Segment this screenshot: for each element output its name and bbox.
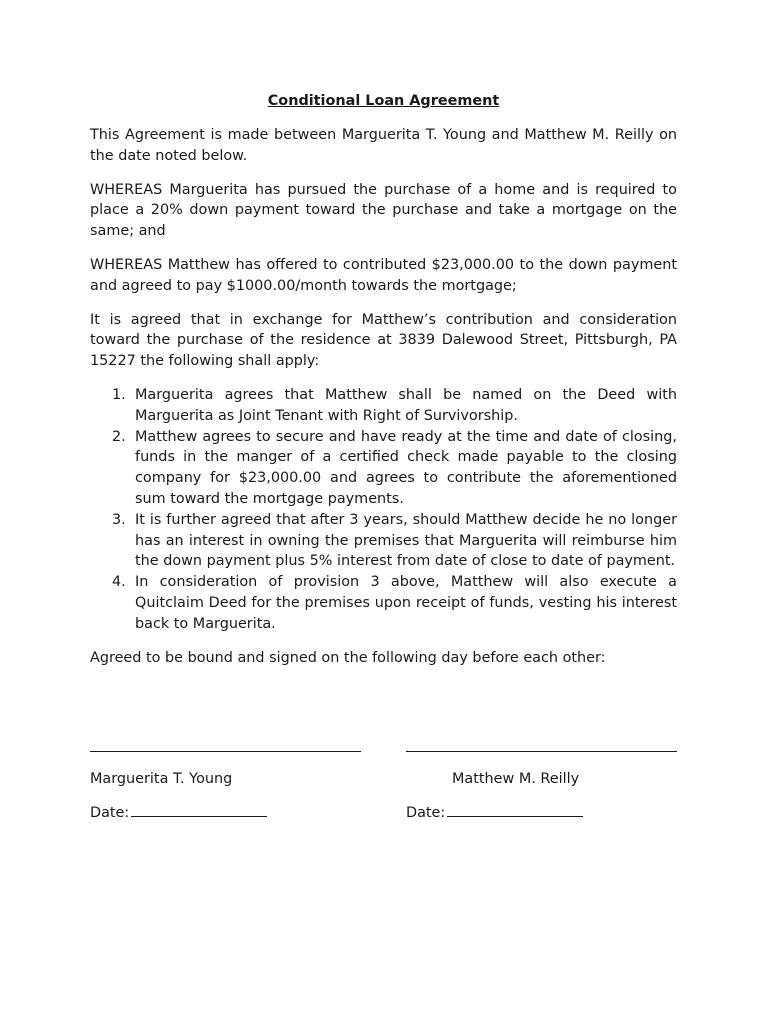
provision-item [90, 385, 677, 427]
signer-name-right: Matthew M. Reilly [452, 771, 580, 787]
provision-number: 2. [112, 428, 126, 445]
provision-text: It is further agreed that after 3 years, should Matthew decide he no longer has an interest in owning the premises that Marguerita will reimburse him the down payment plus 5% interest from date of close to date of payment. [135, 511, 677, 570]
provision-text: Marguerita agrees that Matthew shall be named on the Deed with Marguerita as Joint Tenant with Right of Survivorship. [135, 386, 677, 424]
provision-text: Matthew agrees to secure and have ready at the time and date of closing, funds in the manger of a certified check made payable to the closing company for $23,000.00 and agrees to contribute the aforementioned sum toward the mortgage payments. [135, 428, 677, 507]
date-label: Date: [406, 805, 446, 821]
provision-number: 3. [112, 511, 126, 528]
closing-paragraph: Agreed to be bound and signed on the following day before each other: [90, 649, 606, 666]
date-field-right [406, 802, 583, 823]
signature-line-right [406, 751, 677, 752]
provision-number: 1. [112, 386, 126, 403]
whereas-paragraph-1: WHEREAS Marguerita has pursued the purchase of a home and is required to place a 20% down payment toward the purchase and take a mortgage on the same; and [90, 181, 677, 240]
date-blank-line [131, 802, 267, 817]
intro-paragraph: This Agreement is made between Marguerita T. Young and Matthew M. Reilly on the date noted below. [90, 127, 677, 164]
document-body [90, 91, 677, 681]
signature-block [90, 740, 677, 840]
provisions-list [90, 385, 677, 635]
date-label: Date: [90, 805, 130, 821]
date-blank-line [447, 802, 583, 817]
document-title: Conditional Loan Agreement [267, 93, 500, 109]
whereas-paragraph-2: WHEREAS Matthew has offered to contributed $23,000.00 to the down payment and agreed to pay $1000.00/month towards the mortgage; [90, 256, 677, 294]
signature-line-left [90, 751, 361, 752]
provision-item [90, 572, 677, 634]
provision-number: 4. [112, 574, 126, 591]
provision-item [90, 510, 677, 572]
date-field-left [90, 802, 267, 823]
signer-name-left: Marguerita T. Young [90, 771, 233, 787]
agreement-paragraph: It is agreed that in exchange for Matthew’s contribution and consideration toward the purchase of the residence at 3839 Dalewood Street, Pittsburgh, PA 15227 the following shall apply: [90, 311, 677, 370]
provision-item [90, 427, 677, 510]
provision-text: In consideration of provision 3 above, Matthew will also execute a Quitclaim Deed for the premises upon receipt of funds, vesting his interest back to Marguerita. [135, 574, 677, 632]
